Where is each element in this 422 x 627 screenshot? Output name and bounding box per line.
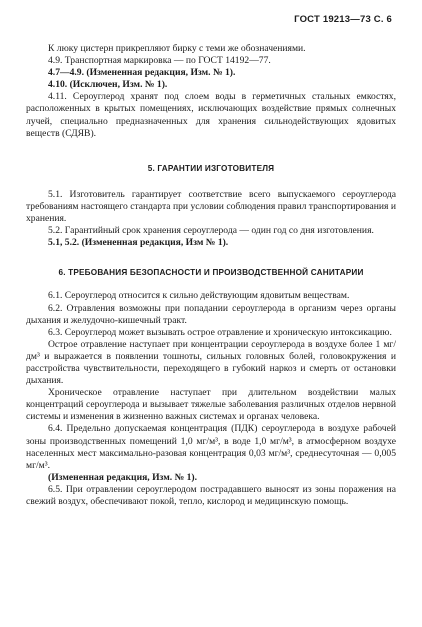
paragraph: 6.5. При отравлении сероуглеродом пострадавшего выносят из зоны поражения на свежий воздух, обеспечивают покой, тепло, кислород и медицинскую помощь. — [26, 483, 396, 507]
amendment-note: 4.7—4.9. (Измененная редакция, Изм. № 1). — [48, 67, 236, 79]
amendment-note: (Измененная редакция, Изм. № 1). — [48, 471, 198, 483]
paragraph: К люку цистерн прикрепляют бирку с теми же обозначениями. — [48, 43, 306, 54]
amendment-note: 4.10. (Исключен, Изм. № 1). — [48, 79, 168, 91]
paragraph: 6.2. Отравления возможны при попадании сероуглерода в организм через органы дыхания и желудочно-кишечный тракт. — [26, 302, 396, 326]
paragraph: 4.9. Транспортная маркировка — по ГОСТ 14192—77. — [48, 55, 271, 67]
section-heading: 6. ТРЕБОВАНИЯ БЕЗОПАСНОСТИ И ПРОИЗВОДСТВЕННОЙ САНИТАРИИ — [58, 268, 364, 278]
paragraph: 6.4. Предельно допускаемая концентрация (ПДК) сероуглерода в воздухе рабочей зоны производственных помещений 1,0 мг/м³, в воде 1,0 мг/м³, в атмосферном воздухе населенных мест максимально-разовая концентрация 0,03 мг/м³, среднесуточная — 0,005 мг/м³. — [26, 423, 396, 471]
document-body — [26, 43, 396, 508]
paragraph: 6.3. Сероуглерод может вызывать острое отравление и хроническую интоксикацию. — [48, 326, 392, 338]
paragraph: 4.11. Сероуглерод хранят под слоем воды в герметичных стальных емкостях, расположенных в крытых помещениях, исключающих воздействие прямых солнечных лучей, специально предназначенных для хранения сильнодействующих ядовитых веществ (СДЯВ). — [26, 91, 396, 139]
section-heading: 5. ГАРАНТИИ ИЗГОТОВИТЕЛЯ — [147, 163, 275, 173]
paragraph: 6.1. Сероуглерод относится к сильно действующим ядовитым веществам. — [48, 290, 350, 302]
paragraph: Острое отравление наступает при концентрации сероуглерода в воздухе более 1 мг/дм³ и выражается в появлении тошноты, сильных головных болей, головокружения и расстройства чувствительности, переходящего в губокий наркоз и смерть от остановки дыхания. — [26, 338, 396, 387]
paragraph: Хроническое отравление наступает при длительном воздействии малых концентраций сероуглерода и вызывает тяжелые заболевания различных отделов нервной системы и изменения в жизненно важных системах и органах человека. — [26, 387, 396, 423]
paragraph: 5.1. Изготовитель гарантирует соответствие всего выпускаемого сероуглерода требованиям настоящего стандарта при условии соблюдения правил транспортирования и хранения. — [26, 188, 396, 225]
amendment-note: 5.1, 5.2. (Измененная редакция, Изм № 1). — [48, 237, 229, 249]
page-header: ГОСТ 19213—73 С. 6 — [294, 14, 392, 25]
paragraph: 5.2. Гарантийный срок хранения сероуглерода — один год со дня изготовления. — [48, 225, 374, 237]
